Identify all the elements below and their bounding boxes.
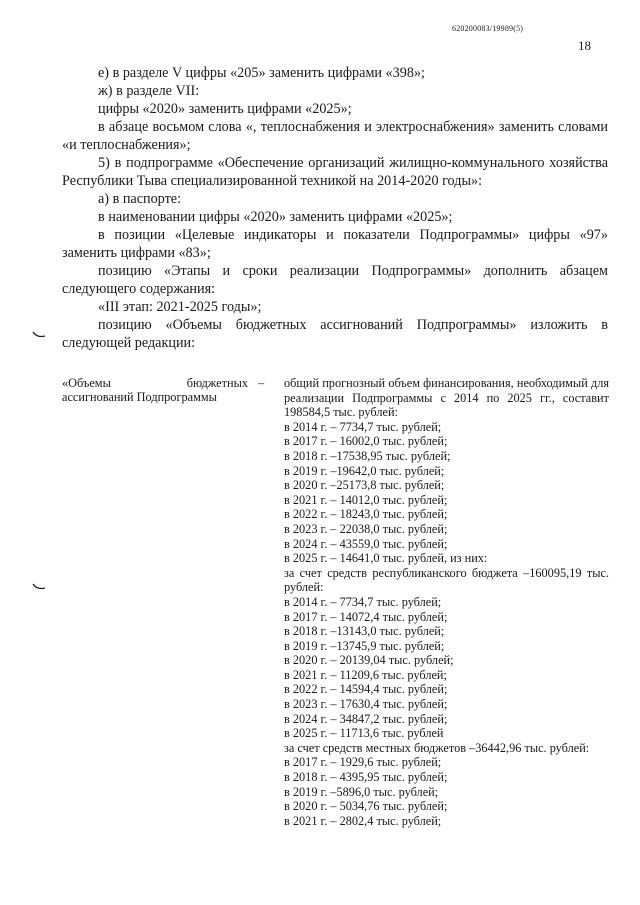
document-id: 620200083/19989(5) (452, 24, 524, 33)
paragraph: 5) в подпрограмме «Обеспечение организаций жилищно-коммунального хозяйства Республики Тыва специализированной техникой на 2014-2020 годы»: (62, 155, 608, 189)
list-item: в 2017 г. – 1929,6 тыс. рублей; (284, 755, 442, 770)
list-item: в 2020 г. –25173,8 тыс. рублей; (284, 478, 445, 493)
list-item: в 2018 г. –13143,0 тыс. рублей; (284, 624, 445, 639)
list-item: в 2017 г. – 14072,4 тыс. рублей; (284, 609, 448, 624)
margin-mark-icon (32, 583, 46, 591)
paragraph: а) в паспорте: (98, 191, 182, 207)
funding-list (284, 376, 609, 828)
list-item: общий прогнозный объем финансирования, необходимый для реализации Подпрограммы с 2014 по 2025 гг., составит 198584,5 тыс. рублей: (284, 376, 609, 420)
list-item: в 2025 г. – 11713,6 тыс. рублей (284, 726, 444, 741)
table-left-label: «Объемы бюджетных ассигнований Подпрограммы (62, 376, 248, 404)
list-item: в 2014 г. – 7734,7 тыс. рублей; (284, 419, 442, 434)
list-item: в 2022 г. – 14594,4 тыс. рублей; (284, 682, 448, 697)
list-item: в 2024 г. – 34847,2 тыс. рублей; (284, 711, 448, 726)
list-item: в 2022 г. – 18243,0 тыс. рублей; (284, 507, 448, 522)
paragraph: цифры «2020» заменить цифрами «2025»; (98, 101, 352, 117)
list-item: в 2019 г. –5896,0 тыс. рублей; (284, 784, 439, 799)
paragraph: е) в разделе V цифры «205» заменить цифрами «398»; (98, 65, 425, 81)
paragraph: в наименовании цифры «2020» заменить цифрами «2025»; (98, 209, 453, 225)
paragraph: ж) в разделе VII: (98, 83, 200, 99)
list-item: в 2021 г. – 11209,6 тыс. рублей; (284, 667, 447, 682)
page-number: 18 (578, 38, 591, 53)
list-item: за счет средств местных бюджетов –36442,96 тыс. рублей: (284, 740, 590, 755)
list-item: в 2018 г. –17538,95 тыс. рублей; (284, 448, 451, 463)
margin-mark-icon (32, 331, 46, 339)
table-dash: – (258, 376, 265, 390)
list-item: в 2020 г. – 5034,76 тыс. рублей; (284, 799, 448, 814)
list-item: в 2018 г. – 4395,95 тыс. рублей; (284, 770, 448, 785)
body-text (62, 64, 608, 352)
list-item: в 2023 г. – 22038,0 тыс. рублей; (284, 521, 448, 536)
paragraph: «III этап: 2021-2025 годы»; (98, 299, 262, 315)
paragraph: позицию «Этапы и сроки реализации Подпрограммы» дополнить абзацем следующего содержания: (62, 263, 608, 297)
list-item: в 2020 г. – 20139,04 тыс. рублей; (284, 653, 454, 668)
list-item: в 2019 г. –19642,0 тыс. рублей; (284, 463, 445, 478)
list-item: в 2014 г. – 7734,7 тыс. рублей; (284, 594, 442, 609)
list-item: в 2021 г. – 14012,0 тыс. рублей; (284, 492, 448, 507)
list-item: за счет средств республиканского бюджета –160095,19 тыс. рублей: (284, 565, 609, 595)
list-item: в 2021 г. – 2802,4 тыс. рублей; (284, 813, 442, 828)
list-item: в 2023 г. – 17630,4 тыс. рублей; (284, 697, 448, 712)
list-item: в 2024 г. – 43559,0 тыс. рублей; (284, 536, 448, 551)
list-item: в 2017 г. – 16002,0 тыс. рублей; (284, 434, 448, 449)
paragraph: позицию «Объемы бюджетных ассигнований Подпрограммы» изложить в следующей редакции: (62, 317, 608, 351)
list-item: в 2025 г. – 14641,0 тыс. рублей, из них: (284, 551, 488, 566)
paragraph: в позиции «Целевые индикаторы и показатели Подпрограммы» цифры «97» заменить цифрами «83»; (62, 227, 608, 261)
list-item: в 2019 г. –13745,9 тыс. рублей; (284, 638, 445, 653)
paragraph: в абзаце восьмом слова «, теплоснабжения и электроснабжения» заменить словами «и теплоснабжения»; (62, 119, 608, 153)
